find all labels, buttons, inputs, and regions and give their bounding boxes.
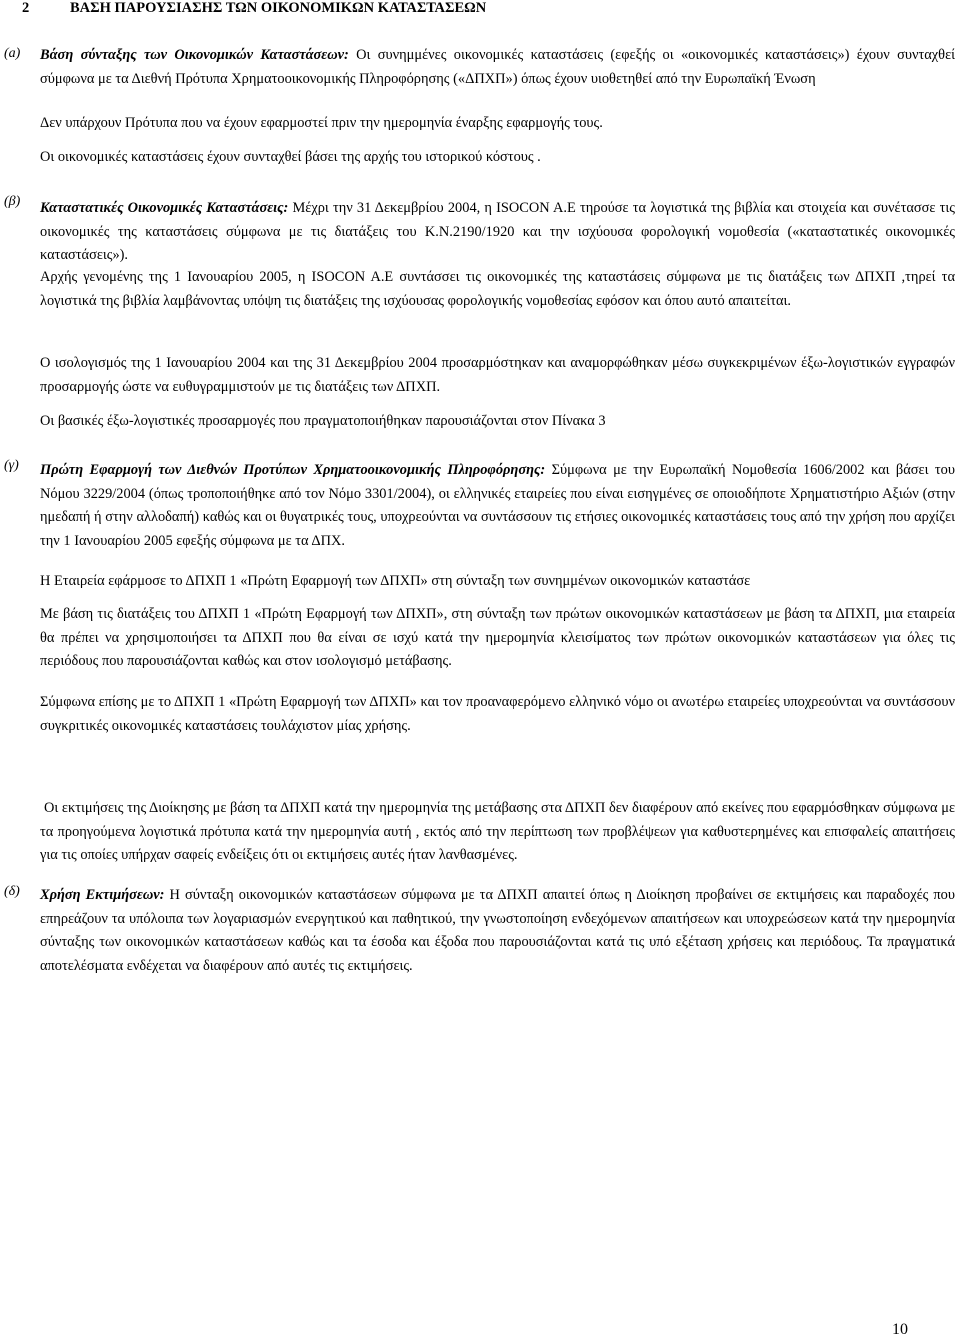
clause-d-title: Χρήση Εκτιμήσεων:: [40, 887, 165, 903]
section-title: ΒΑΣΗ ΠΑΡΟΥΣΙΑΣΗΣ ΤΩΝ ΟΙΚΟΝΟΜΙΚΩΝ ΚΑΤΑΣΤΑΣΕΩΝ: [70, 0, 487, 16]
clause-b-label: (β): [4, 194, 21, 209]
clause-g-label: (γ): [4, 458, 19, 473]
clause-g-paragraph-1: [40, 459, 955, 553]
clause-b-paragraph-2: Αρχής γενομένης της 1 Ιανουαρίου 2005, η ISOCON A.E συντάσσει τις οικονομικές της καταστάσεις σύμφωνα με τις διατάξεις των ΔΠΧΠ ,τηρεί τα λογιστικά της βιβλία λαμβάνοντας υπόψη τις διατάξεις της ισχύουσας φορολογικής νομοθεσίας εφόσον και όπου αυτό απαιτείται.: [40, 269, 955, 309]
clause-g-block-4: [40, 691, 955, 746]
clause-g-block-2: [40, 570, 955, 602]
clause-b-paragraph-1: [40, 197, 955, 268]
clause-g-paragraph-2: Η Εταιρεία εφάρμοσε το ΔΠΧΠ 1 «Πρώτη Εφαρμογή των ΔΠΧΠ» στη σύνταξη των συνημμένων οικονομικών καταστάσε: [40, 573, 751, 589]
clause-g-paragraph-5: Οι εκτιμήσεις της Διοίκησης με βάση τα ΔΠΧΠ κατά την ημερομηνία της μετάβασης στα ΔΠΧΠ δεν διαφέρουν από εκείνες που εφαρμόσθηκαν σύμφωνα με τα προηγούμενα λογιστικά πρότυπα κατά την ημερομηνία αυτή , εκτός από την περίπτωση των προβλέψεων για καθυστερημένες και επισφαλείς απαιτήσεις για τις οποίες υπήρχαν σαφείς ενδείξεις ότι οι εκτιμήσεις αυτές ήταν λανθασμένες.: [40, 800, 955, 863]
section-heading: [22, 0, 486, 17]
clause-g-text-1: Σύμφωνα με την Ευρωπαϊκή Νομοθεσία 1606/2002 και βάσει του Νόμου 3229/2004 (όπως τροποποιήθηκε από τον Νόμο 3301/2004), οι ελληνικές εταιρείες που είναι εισηγμένες σε οποιοδήποτε Χρηματιστήριο Αξιών (στην ημεδαπή ή στην αλλοδαπή) καθώς και οι θυγατρικές τους, υποχρεούνται να συντάσσουν τις ετήσιες οικονομικές καταστάσεις τους από την χρήση που αρχίζει την 1 Ιανουαρίου 2005 εφεξής σύμφωνα με τα ΔΠΧ.: [40, 462, 955, 549]
page-number: 10: [892, 1321, 908, 1338]
clause-b-paragraph-3: Ο ισολογισμός της 1 Ιανουαρίου 2004 και της 31 Δεκεμβρίου 2004 προσαρμόστηκαν και αναμορφώθηκαν μέσω συγκεκριμένων έξω-λογιστικών εγγραφών προσαρμογής ώστε να ευθυγραμμιστούν με τις διατάξεις των ΔΠΧΠ.: [40, 355, 955, 395]
clause-a-block-3: [40, 146, 955, 178]
clause-g-title: Πρώτη Εφαρμογή των Διεθνών Προτύπων Χρηματοοικονομικής Πληροφόρησης:: [40, 462, 546, 478]
clause-a-title: Βάση σύνταξης των Οικονομικών Καταστάσεων:: [40, 47, 349, 63]
clause-b-block-3: [40, 352, 955, 407]
clause-b-text-1: Μέχρι την 31 Δεκεμβρίου 2004, η ISOCON A.E τηρούσε τα λογιστικά της βιβλία και στοιχεία και συνέτασσε τις οικονομικές της καταστάσεις σύμφωνα με τις διατάξεις του Κ.Ν.2190/1920 και την ισχύουσα φορολογική νομοθεσία («καταστατικές οικονομικές καταστάσεις»).: [40, 200, 955, 263]
clause-a: [40, 44, 955, 99]
clause-a-block-2: [40, 112, 955, 144]
clause-d-text-1: Η σύνταξη οικονομικών καταστάσεων σύμφωνα με τα ΔΠΧΠ απαιτεί όπως η Διοίκηση προβαίνει σε εκτιμήσεις και παραδοχές που επηρεάζουν τα υπόλοιπα των λογαριασμών ενεργητικού και παθητικού, την γνωστοποίηση ενδεχόμενων απαιτήσεων και υποχρεώσεων κατά την ημερομηνία σύνταξης των οικονομικών καταστάσεων καθώς και τα έσοδα και έξοδα που παρουσιάζονται κατά τις υπό εξέταση χρήσεις και περιόδους. Τα πραγματικά αποτελέσματα ενδέχεται να διαφέρουν από αυτές τις εκτιμήσεις.: [40, 887, 955, 974]
section-number: 2: [22, 0, 30, 16]
clause-a-label: (a): [4, 46, 21, 61]
clause-g: [40, 459, 955, 561]
clause-b-title: Καταστατικές Οικονομικές Καταστάσεις:: [40, 200, 289, 216]
clause-g-block-3: [40, 603, 955, 682]
clause-a-paragraph-1: [40, 44, 955, 91]
clause-d-paragraph-1: [40, 884, 955, 978]
clause-d: [40, 884, 955, 986]
clause-b-paragraph-4: Οι βασικές έξω-λογιστικές προσαρμογές που πραγματοποιήθηκαν παρουσιάζονται στον Πίνακα 3: [40, 413, 606, 429]
clause-b-block-4: [40, 410, 955, 442]
clause-d-label: (δ): [4, 884, 20, 899]
clause-g-block-5: [40, 797, 955, 876]
clause-a-text-1: Οι συνημμένες οικονομικές καταστάσεις (εφεξής οι «οικονομικές καταστάσεις») έχουν συνταχθεί σύμφωνα με τα Διεθνή Πρότυπα Χρηματοοικονομικής Πληροφόρησης («ΔΠΧΠ») όπως έχουν υιοθετηθεί από την Ευρωπαϊκή Ένωση: [40, 47, 955, 87]
clause-g-paragraph-4: Σύμφωνα επίσης με το ΔΠΧΠ 1 «Πρώτη Εφαρμογή των ΔΠΧΠ» και τον προαναφερόμενο ελληνικό νόμο οι ανωτέρω εταιρείες υποχρεούνται να συντάσσουν συγκριτικές οικονομικές καταστάσεις τουλάχιστον μίας χρήσης.: [40, 694, 955, 734]
clause-b: [40, 197, 955, 276]
clause-a-paragraph-3: Οι οικονομικές καταστάσεις έχουν συνταχθεί βάσει της αρχής του ιστορικού κόστους .: [40, 149, 541, 165]
clause-g-paragraph-3: Με βάση τις διατάξεις του ΔΠΧΠ 1 «Πρώτη Εφαρμογή των ΔΠΧΠ», στη σύνταξη των πρώτων οικονομικών καταστάσεων με βάση τα ΔΠΧΠ, μια εταιρεία θα πρέπει να χρησιμοποιήσει τα ΔΠΧΠ που θα είναι σε ισχύ κατά την ημερομηνία κλεισίματος των πρώτων οικονομικών καταστάσεων για όλες τις περιόδους που παρουσιάζονται καθώς και στον ισολογισμό μετάβασης.: [40, 606, 955, 669]
clause-b-block-2: [40, 266, 955, 321]
clause-a-paragraph-2: Δεν υπάρχουν Πρότυπα που να έχουν εφαρμοστεί πριν την ημερομηνία έναρξης εφαρμογής τους.: [40, 115, 603, 131]
